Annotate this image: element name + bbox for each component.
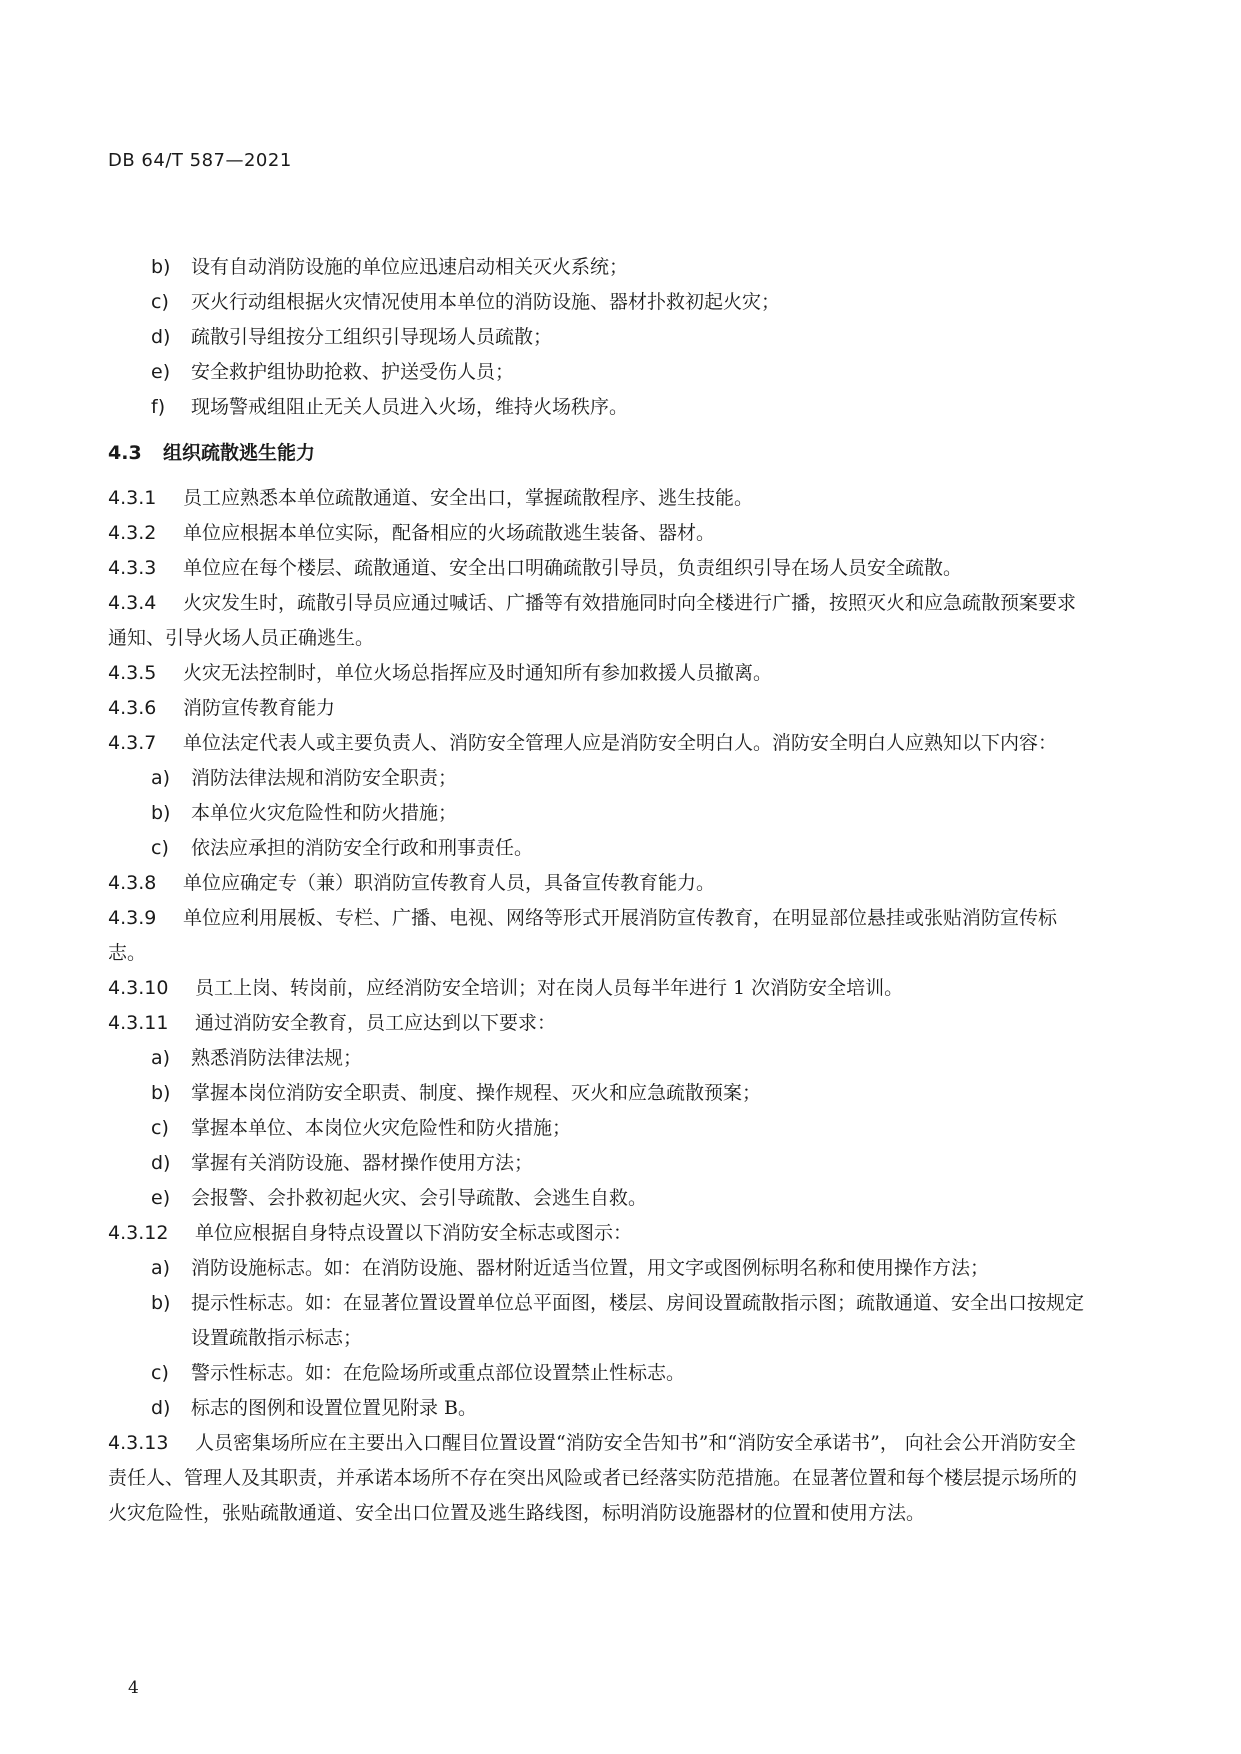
list-item	[108, 1076, 1088, 1111]
clause-number: 4.3.10	[108, 977, 169, 999]
clause-number: 4.3.9	[108, 907, 157, 929]
item-text: 消防设施标志。如：在消防设施、器材附近适当位置，用文字或图例标明名称和使用操作方法；	[191, 1257, 990, 1279]
list-item	[108, 1146, 1088, 1181]
clause-number: 4.3.12	[108, 1222, 169, 1244]
item-text: 掌握有关消防设施、器材操作使用方法；	[191, 1152, 534, 1174]
item-text: 设有自动消防设施的单位应迅速启动相关灭火系统；	[191, 256, 629, 278]
clause-number: 4.3.4	[108, 592, 157, 614]
item-text: 会报警、会扑救初起火灾、会引导疏散、会逃生自救。	[191, 1187, 648, 1209]
clause-number: 4.3.5	[108, 662, 157, 684]
clause-4-3-10	[108, 971, 1088, 1006]
item-text: 现场警戒组阻止无关人员进入火场，维持火场秩序。	[191, 396, 629, 418]
clause-text: 消防宣传教育能力	[183, 697, 336, 719]
list-item	[108, 1391, 1088, 1426]
list-item	[108, 1356, 1088, 1391]
page-number: 4	[128, 1678, 139, 1698]
clause-text: 单位应根据本单位实际，配备相应的火场疏散逃生装备、器材。	[183, 522, 716, 544]
item-label: c)	[151, 1362, 169, 1384]
clause-4-3-4	[108, 586, 1088, 656]
item-text: 掌握本岗位消防安全职责、制度、操作规程、灭火和应急疏散预案；	[191, 1082, 762, 1104]
section-number: 4.3	[108, 442, 142, 464]
clause-4-3-8	[108, 866, 1088, 901]
item-text: 标志的图例和设置位置见附录 B。	[191, 1397, 478, 1419]
item-label: d)	[151, 1152, 171, 1174]
item-label: a)	[151, 767, 171, 789]
clause-4-3-3	[108, 551, 1088, 586]
clause-4-3-9	[108, 901, 1088, 971]
item-label: b)	[151, 802, 171, 824]
item-label: b)	[151, 1082, 171, 1104]
item-text: 熟悉消防法律法规；	[191, 1047, 363, 1069]
item-label: a)	[151, 1047, 171, 1069]
list-item	[108, 1041, 1088, 1076]
clause-number: 4.3.6	[108, 697, 157, 719]
list-item	[108, 1111, 1088, 1146]
clause-number: 4.3.8	[108, 872, 157, 894]
item-text: 依法应承担的消防安全行政和刑事责任。	[191, 837, 534, 859]
item-text: 本单位火灾危险性和防火措施；	[191, 802, 458, 824]
clause-number: 4.3.13	[108, 1432, 169, 1454]
list-item	[108, 285, 1088, 320]
clause-4-3-5	[108, 656, 1088, 691]
clause-4-3-2	[108, 516, 1088, 551]
list-item	[108, 796, 1088, 831]
document-body	[108, 250, 1088, 1531]
item-label: c)	[151, 837, 169, 859]
item-text: 警示性标志。如：在危险场所或重点部位设置禁止性标志。	[191, 1362, 686, 1384]
item-label: d)	[151, 1397, 171, 1419]
clause-4-3-1	[108, 481, 1088, 516]
clause-4-3-12	[108, 1216, 1088, 1251]
item-text: 安全救护组协助抢救、护送受伤人员；	[191, 361, 515, 383]
clause-text: 员工上岗、转岗前，应经消防安全培训；对在岗人员每半年进行 1 次消防安全培训。	[195, 977, 904, 999]
item-label: b)	[151, 1292, 171, 1314]
clause-text: 人员密集场所应在主要出入口醒目位置设置“消防安全告知书”和“消防安全承诺书”， 向社会公开消防安全责任人、管理人及其职责，并承诺本场所不存在突出风险或者已经落实防范措施。在显著位置和每个楼层提示场所的火灾危险性，张贴疏散通道、安全出口位置及逃生路线图，标明消防设施器材的位置和使用方法。	[108, 1432, 1078, 1524]
document-code: DB 64/T 587—2021	[108, 150, 292, 171]
clause-4-3-13	[108, 1426, 1088, 1531]
item-text: 消防法律法规和消防安全职责；	[191, 767, 458, 789]
list-item	[108, 831, 1088, 866]
item-label: d)	[151, 326, 171, 348]
clause-number: 4.3.7	[108, 732, 157, 754]
clause-text: 火灾无法控制时，单位火场总指挥应及时通知所有参加救援人员撤离。	[183, 662, 773, 684]
clause-4-3-6	[108, 691, 1088, 726]
list-item	[108, 1286, 1088, 1356]
item-label: f)	[151, 396, 166, 418]
item-text: 疏散引导组按分工组织引导现场人员疏散；	[191, 326, 553, 348]
clause-4-3-11	[108, 1006, 1088, 1041]
list-item	[108, 390, 1088, 425]
clause-text: 单位法定代表人或主要负责人、消防安全管理人应是消防安全明白人。消防安全明白人应熟知以下内容：	[183, 732, 1058, 754]
item-label: b)	[151, 256, 171, 278]
clause-number: 4.3.2	[108, 522, 157, 544]
item-label: c)	[151, 291, 169, 313]
clause-text: 员工应熟悉本单位疏散通道、安全出口，掌握疏散程序、逃生技能。	[183, 487, 754, 509]
item-label: a)	[151, 1257, 171, 1279]
item-text: 灭火行动组根据火灾情况使用本单位的消防设施、器材扑救初起火灾；	[191, 291, 781, 313]
item-text: 掌握本单位、本岗位火灾危险性和防火措施；	[191, 1117, 572, 1139]
list-item	[108, 1181, 1088, 1216]
item-text: 提示性标志。如：在显著位置设置单位总平面图，楼层、房间设置疏散指示图；疏散通道、安全出口按规定设置疏散指示标志；	[191, 1292, 1085, 1349]
list-item	[108, 320, 1088, 355]
clause-number: 4.3.3	[108, 557, 157, 579]
clause-text: 通过消防安全教育，员工应达到以下要求：	[195, 1012, 557, 1034]
clause-text: 单位应利用展板、专栏、广播、电视、网络等形式开展消防宣传教育，在明显部位悬挂或张贴消防宣传标志。	[108, 907, 1058, 964]
section-title: 组织疏散逃生能力	[163, 442, 316, 464]
clause-number: 4.3.1	[108, 487, 157, 509]
clause-number: 4.3.11	[108, 1012, 169, 1034]
clause-text: 单位应根据自身特点设置以下消防安全标志或图示：	[195, 1222, 633, 1244]
clause-4-3-7	[108, 726, 1088, 761]
list-item	[108, 250, 1088, 285]
clause-text: 火灾发生时，疏散引导员应通过喊话、广播等有效措施同时向全楼进行广播，按照灭火和应急疏散预案要求通知、引导火场人员正确逃生。	[108, 592, 1077, 649]
list-item	[108, 355, 1088, 390]
item-label: c)	[151, 1117, 169, 1139]
list-item	[108, 761, 1088, 796]
list-item	[108, 1251, 1088, 1286]
section-heading	[108, 433, 1088, 473]
item-label: e)	[151, 361, 171, 383]
clause-text: 单位应在每个楼层、疏散通道、安全出口明确疏散引导员，负责组织引导在场人员安全疏散。	[183, 557, 963, 579]
clause-text: 单位应确定专（兼）职消防宣传教育人员，具备宣传教育能力。	[183, 872, 716, 894]
item-label: e)	[151, 1187, 171, 1209]
